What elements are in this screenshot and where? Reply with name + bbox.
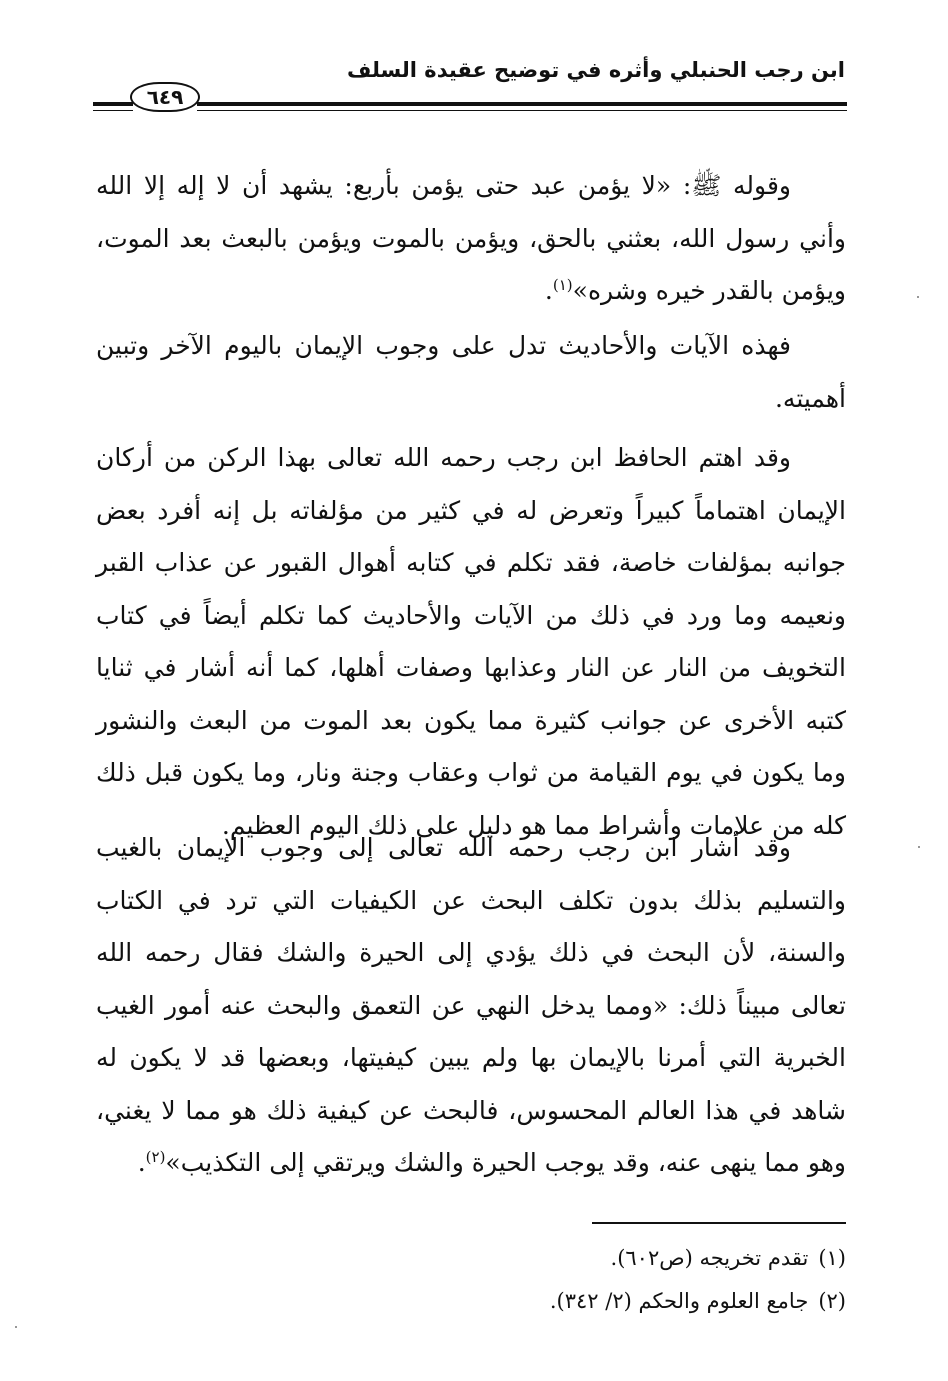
footnote-1 — [106, 1237, 846, 1280]
scan-speck — [15, 1326, 17, 1328]
paragraph-2 — [96, 320, 846, 425]
paragraph-3 — [96, 432, 846, 852]
header-rule-left — [93, 102, 133, 106]
footnote-2 — [106, 1280, 846, 1323]
sentence-end: . — [544, 276, 553, 305]
hadith-quote: «لا يؤمن عبد حتى يؤمن بأربع: يشهد أن لا إله إلا الله وأني رسول الله، بعثني بالحق، ويؤمن بالموت ويؤمن بالبعث بعد الموت، ويؤمن بالقدر خيره وشره» — [96, 171, 846, 305]
sentence-end: . — [137, 1148, 146, 1177]
scan-speck — [917, 296, 919, 298]
running-title: ابن رجب الحنبلي وأثره في توضيح عقيدة السلف — [346, 58, 845, 82]
paragraph-4 — [96, 822, 846, 1190]
quote-intro: وقوله ﷺ: — [671, 171, 791, 200]
ibn-rajab-quote: «ومما يدخل النهي عن التعمق والبحث عنه أمور الغيب الخبرية التي أمرنا بالإيمان بها ولم يبين كيفيتها، وبعضها قد لا يكون له شاهد في هذا العالم المحسوس، فالبحث عن كيفية ذلك هو مما لا يغني، وهو مما ينهى عنه، وقد يوجب الحيرة والشك ويرتقي إلى التكذيب» — [96, 990, 846, 1177]
footnote-number: (١) — [818, 1246, 846, 1270]
footnote-text: تقدم تخريجه (ص٦٠٢). — [610, 1246, 809, 1270]
footnotes — [106, 1237, 846, 1323]
footnote-ref-1[interactable]: (١) — [552, 276, 573, 294]
header-rule-right-thin — [197, 110, 847, 111]
paragraph-2-text: فهذه الآيات والأحاديث تدل على وجوب الإيمان باليوم الآخر وتبين أهميته. — [96, 331, 846, 413]
paragraph-4-text: وقد أشار ابن رجب رحمه الله تعالى إلى وجوب الإيمان بالغيب والتسليم بذلك بدون تكلف البحث عن الكيفيات التي ترد في الكتاب والسنة، لأن البحث في ذلك يؤدي إلى الحيرة والشك فقال رحمه الله تعالى مبيناً ذلك: — [96, 833, 846, 1020]
header-rule-left-thin — [93, 110, 133, 111]
paragraph-3-text: وقد اهتم الحافظ ابن رجب رحمه الله تعالى بهذا الركن من أركان الإيمان اهتماماً كبيراً وتعرض له في كثير من مؤلفاته بل إنه أفرد بعض جوانبه بمؤلفات خاصة، فقد تكلم في كتابه أهوال القبور عن عذاب القبر ونعيمه وما ورد في ذلك من الآيات والأحاديث كما تكلم أيضاً في كتاب التخويف من النار عن النار وعذابها وصفات أهلها، كما أنه أشار في ثنايا كتبه الأخرى عن جوانب كثيرة مما يكون بعد الموت من البعث والنشور وما يكون في يوم القيامة من ثواب وعقاب وجنة ونار، وما يكون قبل ذلك كله من علامات وأشراط مما هو دليل على ذلك اليوم العظيم. — [96, 443, 846, 840]
scan-speck — [918, 846, 920, 848]
page-number: ٦٤٩ — [146, 85, 184, 109]
footnote-separator — [592, 1222, 846, 1224]
header-rule-right — [197, 102, 847, 106]
footnote-ref-2[interactable]: (٢) — [145, 1148, 166, 1166]
footnote-text: جامع العلوم والحكم (٢/ ٣٤٢). — [549, 1289, 809, 1313]
paragraph-1 — [96, 160, 846, 318]
footnote-number: (٢) — [818, 1289, 846, 1313]
page-number-badge — [130, 82, 200, 112]
